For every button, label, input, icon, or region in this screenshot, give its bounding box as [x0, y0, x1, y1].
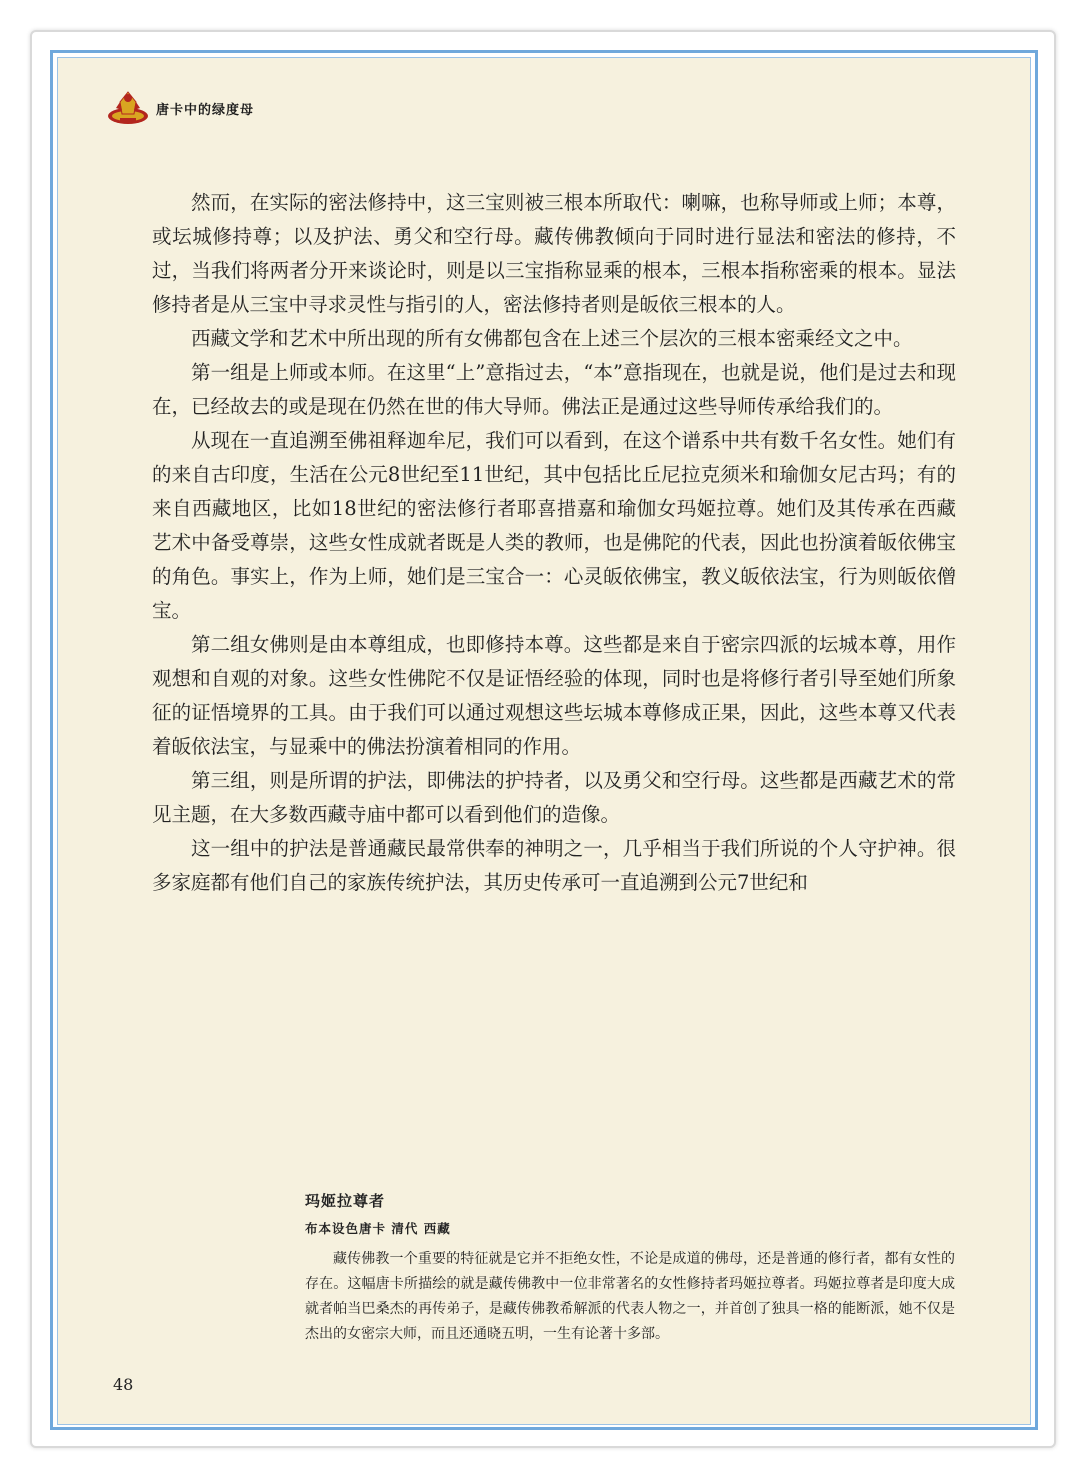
caption-title: 玛姬拉尊者 [305, 1192, 386, 1210]
paragraph: 第三组，则是所谓的护法，即佛法的护持者，以及勇父和空行母。这些都是西藏艺术的常见主题，在大多数西藏寺庙中都可以看到他们的造像。 [152, 769, 956, 826]
paragraph: 第二组女佛则是由本尊组成，也即修持本尊。这些都是来自于密宗四派的坛城本尊，用作观想和自观的对象。这些女性佛陀不仅是证悟经验的体现，同时也是将修行者引导至她们所象征的证悟境界的工具。由于我们可以通过观想这些坛城本尊修成正果，因此，这些本尊又代表着皈依法宝，与显乘中的佛法扮演着相同的作用。 [152, 633, 956, 758]
caption-text: 藏传佛教一个重要的特征就是它并不拒绝女性，不论是成道的佛母，还是普通的修行者，都有女性的存在。这幅唐卡所描绘的就是藏传佛教中一位非常著名的女性修持者玛姬拉尊者。玛姬拉尊者是印度大成就者帕当巴桑杰的再传弟子，是藏传佛教希解派的代表人物之一，并首创了独具一格的能断派，她不仅是杰出的女密宗大师，而且还通晓五明，一生有论著十多部。 [305, 1251, 955, 1342]
buddha-emblem-icon [106, 88, 150, 128]
main-text [152, 186, 956, 900]
page-number: 48 [113, 1375, 134, 1394]
caption-subtitle: 布本设色唐卡 清代 西藏 [305, 1221, 451, 1236]
figure-caption [305, 1190, 955, 1347]
paragraph: 第一组是上师或本师。在这里“上”意指过去，“本”意指现在，也就是说，他们是过去和现在，已经故去的或是现在仍然在世的伟大导师。佛法正是通过这些导师传承给我们的。 [152, 361, 956, 418]
paragraph: 西藏文学和艺术中所出现的所有女佛都包含在上述三个层次的三根本密乘经文之中。 [191, 327, 913, 350]
paragraph: 从现在一直追溯至佛祖释迦牟尼，我们可以看到，在这个谱系中共有数千名女性。她们有的来自古印度，生活在公元8世纪至11世纪，其中包括比丘尼拉克须米和瑜伽女尼古玛；有的来自西藏地区，比如18世纪的密法修行者耶喜措嘉和瑜伽女玛姬拉尊。她们及其传承在西藏艺术中备受尊崇，这些女性成就者既是人类的教师，也是佛陀的代表，因此也扮演着皈依佛宝的角色。事实上，作为上师，她们是三宝合一：心灵皈依佛宝，教义皈依法宝，行为则皈依僧宝。 [152, 429, 956, 622]
book-page [58, 58, 1030, 1424]
paragraph: 然而，在实际的密法修持中，这三宝则被三根本所取代：喇嘛，也称导师或上师；本尊，或坛城修持尊；以及护法、勇父和空行母。藏传佛教倾向于同时进行显法和密法的修持，不过，当我们将两者分开来谈论时，则是以三宝指称显乘的根本，三根本指称密乘的根本。显法修持者是从三宝中寻求灵性与指引的人，密法修持者则是皈依三根本的人。 [152, 191, 956, 316]
header-title: 唐卡中的绿度母 [156, 102, 255, 118]
running-header [106, 88, 254, 128]
paragraph: 这一组中的护法是普通藏民最常供奉的神明之一，几乎相当于我们所说的个人守护神。很多家庭都有他们自己的家族传统护法，其历史传承可一直追溯到公元7世纪和 [152, 837, 956, 894]
